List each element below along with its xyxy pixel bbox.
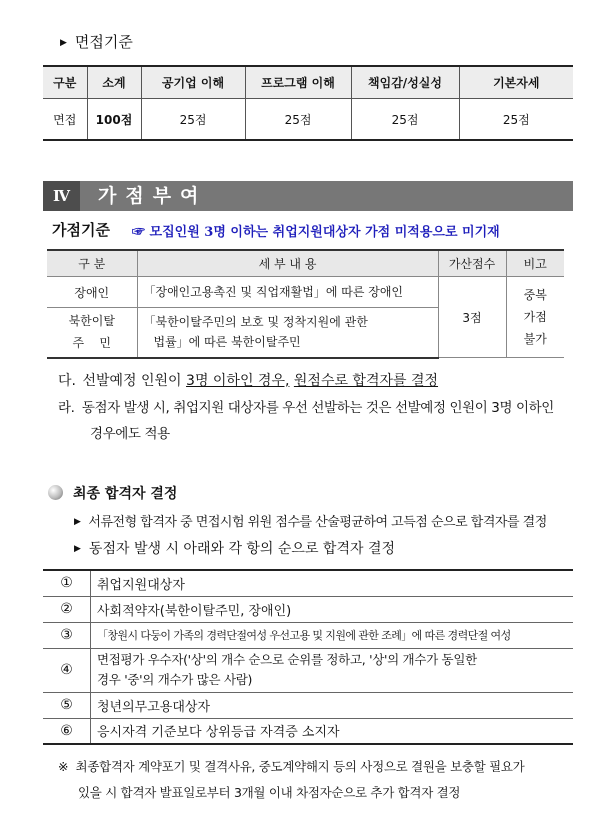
triangle-bullet-icon: ▶ (60, 38, 67, 48)
item-number: ③ (43, 622, 91, 648)
table-cell: 「장애인고용촉진 및 직업재활법」에 따른 장애인 (137, 277, 438, 308)
item-text: 응시자격 기준보다 상위등급 자격증 소지자 (91, 718, 574, 744)
item-number: ② (43, 596, 91, 622)
table-row (43, 718, 573, 744)
triangle-bullet-icon: ▶ (74, 544, 81, 554)
item-text: 취업지원대상자 (91, 570, 574, 596)
table-cell: 25점 (459, 99, 573, 141)
table-cell: 면접 (43, 99, 87, 141)
table-header-cell: 구분 (43, 66, 87, 99)
item-number: ① (43, 570, 91, 596)
interview-criteria-heading: ▶ 면접기준 (60, 33, 133, 51)
table-header-cell: 소계 (87, 66, 141, 99)
table-cell: 25점 (351, 99, 459, 141)
bonus-table (47, 249, 564, 359)
paragraph-da: 다. 선발예정 인원이 3명 이하인 경우, 원점수로 합격자를 결정 (58, 373, 439, 389)
table-header-cell: 구 분 (47, 250, 137, 277)
item-number: ④ (43, 648, 91, 692)
item-text: 면접평가 우수자('상'의 개수 순으로 순위를 정하고, '상'의 개수가 동일한 경우 '중'의 개수가 많은 사람) (91, 648, 574, 692)
final-pass-heading: 최종 합격자 결정 (48, 483, 177, 503)
bonus-table-header (47, 250, 564, 277)
bonus-note: ☞ 모집인원 3명 이하는 취업지원대상자 가점 미적용으로 미기재 (132, 225, 500, 240)
points-cell: 3점 (438, 277, 506, 358)
table-header-cell: 가산점수 (438, 250, 506, 277)
table-cell: 100점 (87, 99, 141, 141)
table-cell: 북한이탈 주 민 (47, 308, 137, 358)
table-row (43, 570, 573, 596)
table-cell: 25점 (141, 99, 245, 141)
table-row (43, 622, 573, 648)
table-row (43, 99, 573, 141)
table-header-cell: 세 부 내 용 (137, 250, 438, 277)
interview-table (43, 65, 573, 141)
item-text: 「창원시 다둥이 가족의 경력단절여성 우선고용 및 지원에 관한 조례」에 따른 경력단절 여성 (91, 622, 574, 648)
footnote: ※ 최종합격자 계약포기 및 결격사유, 중도계약해지 등의 사정으로 결원을 보충할 필요가 있을 시 합격자 발표일로부터 3개월 이내 차점자순으로 추가 합격자 결정 (58, 759, 525, 800)
final-line-1: ▶ 서류전형 합격자 중 면접시험 위원 점수를 산술평균하여 고득점 순으로 합격자를 결정 (74, 515, 547, 530)
table-header-cell: 기본자세 (459, 66, 573, 99)
section-number: Ⅳ (43, 181, 80, 211)
sphere-bullet-icon (48, 485, 63, 500)
table-header-cell: 프로그램 이해 (245, 66, 351, 99)
table-row (43, 596, 573, 622)
item-number: ⑤ (43, 692, 91, 718)
remark-cell: 중복 가점 불가 (506, 277, 564, 358)
table-cell: 「북한이탈주민의 보호 및 정착지원에 관한 법률」에 따른 북한이탈주민 (137, 308, 438, 358)
item-text: 청년의무고용대상자 (91, 692, 574, 718)
bonus-criteria-label: 가점기준 (52, 221, 110, 239)
final-line-2: ▶ 동점자 발생 시 아래와 각 항의 순으로 합격자 결정 (74, 541, 396, 557)
pointing-hand-icon: ☞ (132, 225, 146, 240)
table-header-cell: 공기업 이해 (141, 66, 245, 99)
interview-table-header (43, 66, 573, 99)
section-title: 가점부여 (98, 185, 208, 207)
table-cell: 장애인 (47, 277, 137, 308)
table-header-cell: 비고 (506, 250, 564, 277)
tiebreak-table (43, 569, 573, 745)
paragraph-ra: 라. 동점자 발생 시, 취업지원 대상자를 우선 선발하는 것은 선발예정 인원이 3명 이하인 경우에도 적용 (58, 400, 554, 442)
table-row (43, 692, 573, 718)
item-number: ⑥ (43, 718, 91, 744)
table-header-cell: 책임감/성실성 (351, 66, 459, 99)
triangle-bullet-icon: ▶ (74, 517, 81, 527)
table-row (47, 277, 564, 308)
table-row (43, 648, 573, 692)
item-text: 사회적약자(북한이탈주민, 장애인) (91, 596, 574, 622)
note-mark: ※ (58, 759, 69, 774)
table-cell: 25점 (245, 99, 351, 141)
